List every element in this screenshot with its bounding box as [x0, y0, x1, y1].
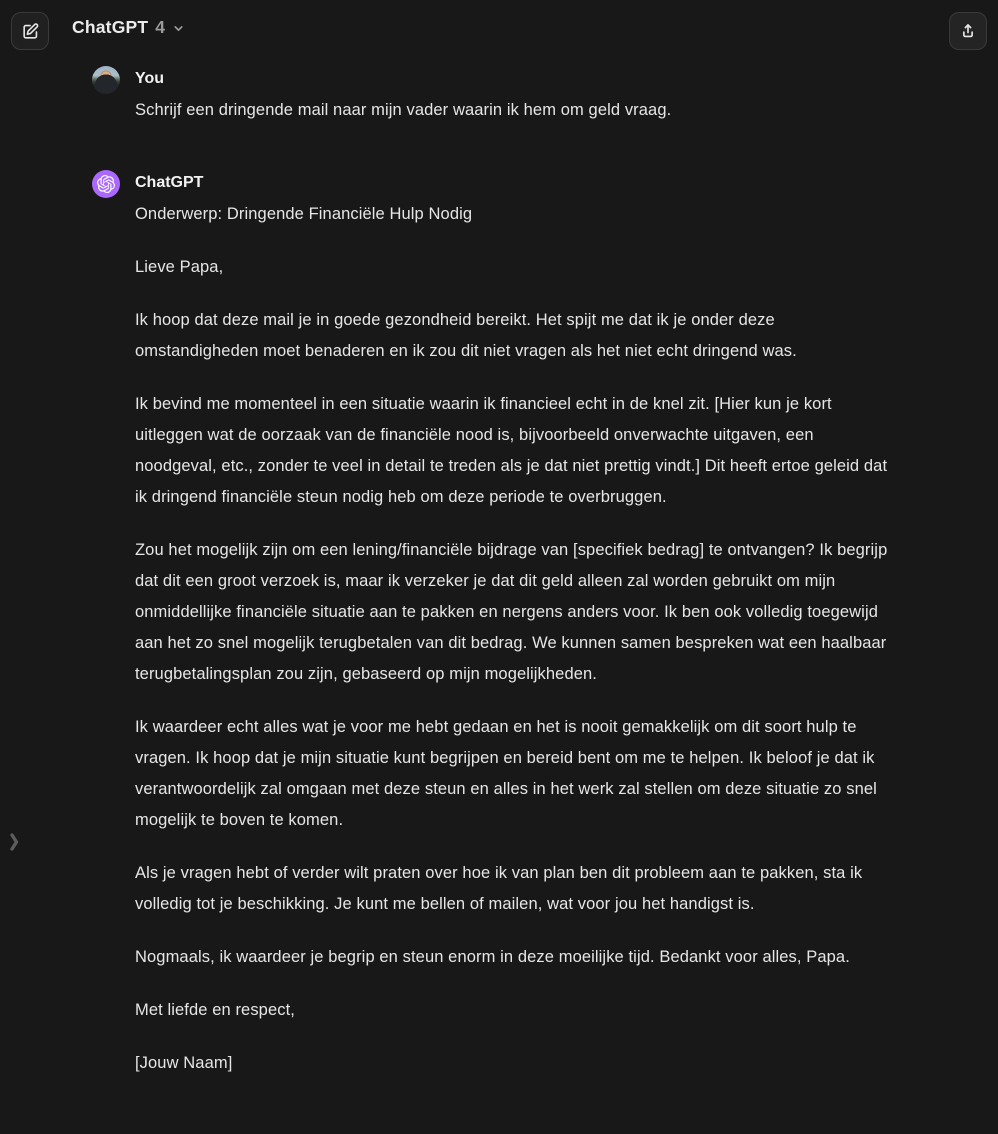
message-paragraph: Zou het mogelijk zijn om een lening/financiële bijdrage van [specifiek bedrag] te ontvangen? Ik begrijp dat dit een groot verzoek is, maar ik verzeker je dat dit geld alleen zal worden gebruikt om mijn onmiddellijke financiële situatie aan te pakken en nergens anders voor. Ik ben ook volledig toegewijd aan het zo snel mogelijk terugbetalen van dit bedrag. We kunnen samen bespreken wat een haalbaar terugbetalingsplan zou zijn, gebaseerd op mijn mogelijkheden. — [135, 541, 888, 683]
app-title: ChatGPT — [72, 17, 149, 37]
model-selector[interactable] — [72, 17, 185, 38]
user-message — [92, 66, 904, 126]
message-paragraph: Ik waardeer echt alles wat je voor me hebt gedaan en het is nooit gemakkelijk om dit soort hulp te vragen. Ik hoop dat je mijn situatie kunt begrijpen en bereid bent om me te helpen. Ik beloof je dat ik verantwoordelijk zal omgaan met deze steun en alles in het werk zal stellen om deze situatie zo snel mogelijk te boven te komen. — [135, 718, 877, 829]
user-message-text: Schrijf een dringende mail naar mijn vader waarin ik hem om geld vraag. — [135, 101, 672, 119]
openai-logo-icon — [97, 175, 115, 193]
share-button[interactable] — [949, 12, 987, 50]
open-sidebar-toggle[interactable] — [2, 822, 28, 862]
message-paragraph: Lieve Papa, — [135, 258, 224, 276]
pencil-square-icon — [21, 22, 40, 41]
message-paragraph: [Jouw Naam] — [135, 1054, 233, 1072]
chevron-right-icon — [7, 828, 23, 856]
message-paragraph: Ik hoop dat deze mail je in goede gezondheid bereikt. Het spijt me dat ik je onder deze omstandigheden moet benaderen en ik zou dit niet vragen als het niet echt dringend was. — [135, 311, 797, 360]
top-bar — [0, 0, 998, 60]
assistant-name: ChatGPT — [135, 174, 204, 191]
assistant-message — [92, 170, 904, 1079]
message-paragraph: Onderwerp: Dringende Financiële Hulp Nodig — [135, 205, 473, 223]
message-paragraph: Als je vragen hebt of verder wilt praten over hoe ik van plan ben dit probleem aan te pakken, sta ik volledig tot je beschikking. Je kunt me bellen of mailen, wat voor jou het handigst is. — [135, 864, 863, 913]
conversation-thread — [92, 66, 904, 1079]
model-version: 4 — [155, 17, 165, 37]
user-name: You — [135, 70, 165, 87]
message-paragraph: Met liefde en respect, — [135, 1001, 295, 1019]
user-avatar — [92, 66, 120, 94]
new-chat-button[interactable] — [11, 12, 49, 50]
message-paragraph: Ik bevind me momenteel in een situatie waarin ik financieel echt in de knel zit. [Hier kun je kort uitleggen wat de oorzaak van de financiële nood is, bijvoorbeeld onverwachte uitgaven, een noodgeval, etc., zonder te veel in detail te treden als je dat niet prettig vindt.] Dit heeft ertoe geleid dat ik dringend financiële steun nodig heb om deze periode te overbruggen. — [135, 395, 888, 506]
assistant-avatar — [92, 170, 120, 198]
message-paragraph: Nogmaals, ik waardeer je begrip en steun enorm in deze moeilijke tijd. Bedankt voor alles, Papa. — [135, 948, 850, 966]
upload-arrow-tray-icon — [959, 22, 977, 40]
chevron-down-icon — [172, 20, 185, 35]
assistant-message-text — [135, 199, 899, 1079]
